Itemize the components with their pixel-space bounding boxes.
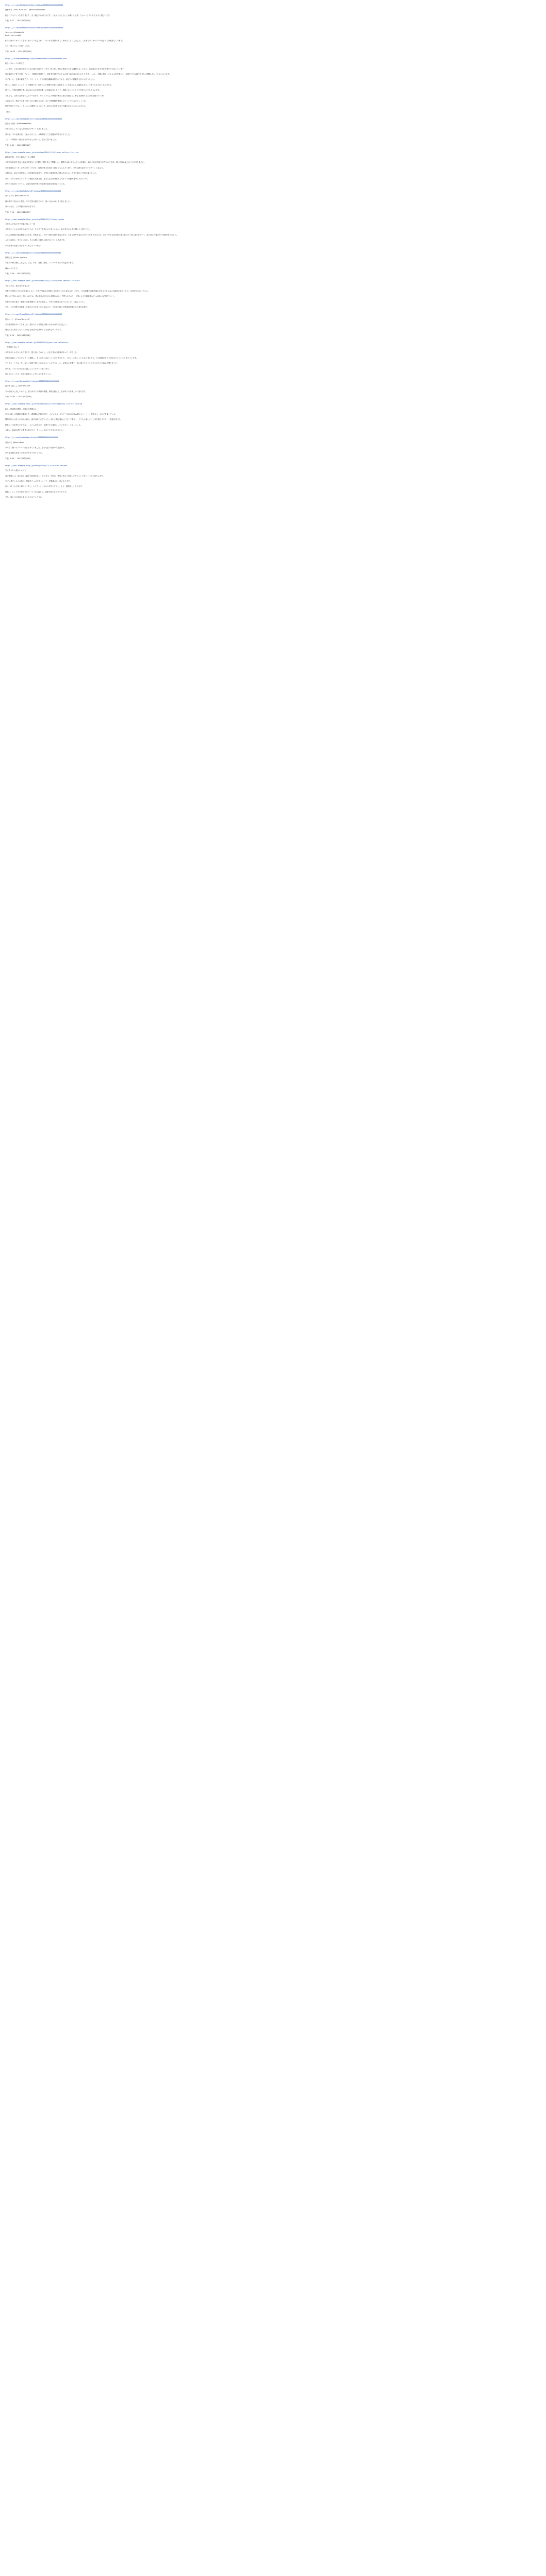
text-line: 今日の夕飯は鍋にしました。白菜、ねぎ、豆腐、鶏肉。シンプルだけど体が温まります。: [5, 262, 75, 264]
text-line: 館長は「本を読むだけでなく、人と人が出会い、交流できる場所にしていきたい」と話している。: [5, 423, 82, 426]
document: [0, 0, 546, 507]
text-line: 今年読んだ本の中で印象に残った一冊: [5, 223, 35, 225]
text-line: 新しいスレッドの始まり: [5, 62, 25, 65]
document-section: [5, 4, 541, 22]
text-line: 第二に、地域コミュニティとの関係です。昔ながらの習慣や行事に参加することが求められる場面もあり、戸惑う人も少なくありません。: [5, 83, 113, 86]
text-line: 住宅補助や子育て支援、テレワーク環境の整備など、移住者を呼び込むための取り組みは多岐にわたります。しかし、実際に移住した人々の声を聞くと、制度だけでは解決できない問題も多いことがわかります。: [5, 73, 171, 75]
text-line: 会場では、地元の高校生による吹奏楽の演奏や、小学生の書道作品の展示も行われ、世代を超えた交流の場となった。: [5, 172, 98, 175]
text-line: Nashi @ArtistMM: [5, 34, 21, 37]
source-link[interactable]: https://threadreaderapp.com/thread/1868021000000000000.html: [5, 57, 68, 60]
text-line: ぜひ、寒い日の食卓に取り入れてみてください。: [5, 496, 44, 499]
text-line: 市内に新しい図書館が開館した。蔵書数は約15万冊で、カフェスペースや子ども向けの読み聞かせコーナー、学習スペースなどを備えている。: [5, 413, 117, 416]
document-section: [5, 280, 541, 309]
text-line: 地元の方に教えてもらった小さな食堂の定食がとても美味しかったです。: [5, 329, 63, 331]
document-section: [5, 151, 541, 185]
text-line: 新しい図書館が開館、地域の交流拠点に: [5, 408, 37, 410]
text-line: また、今年は初めてオンライン配信も実施され、遠方に住む出身者からも多くの反響が寄せられたという。: [5, 177, 89, 180]
text-line: 今年よく聴いたアルバムをまとめてみました。どれも思い出深い作品ばかり。: [5, 447, 67, 449]
document-section: [5, 252, 541, 276]
text-line: 午前 10:53 · 2024年12月16日: [5, 50, 32, 53]
text-line: 昔の話、今の仕事の話、これからのこと。何時間話しても話題は尽きませんでした。: [5, 133, 72, 135]
text-line: 今後は、地域の歴史に関する展示やワークショップなども予定されている。: [5, 429, 65, 432]
source-link[interactable]: https://www.example-news.jp/articles/2024/12/16/local-culture-festival: [5, 151, 79, 154]
text-line: また、太平洋側では乾燥した晴れの日が多くなる見込みで、火の取り扱いや感染症対策にも注意が必要だ。: [5, 306, 89, 309]
text-line: 一年を振り返って: [5, 346, 20, 349]
text-line: 来年も、一日一日を大切に過ごしていきたいと思います。: [5, 367, 51, 370]
text-line: 仕事では新しいプロジェクトに挑戦し、多くの人と出会うことができました。うまくいかないこともありましたが、その経験が自分を成長させてくれたと感じています。: [5, 357, 138, 359]
text-line: こういう時間が一番大切なのかもしれないと、改めて思いました。: [5, 139, 58, 141]
document-section: [5, 380, 541, 398]
text-line: 人生とは何か、幸せとは何か。そんな問いを静かに投げかけてくる作品です。: [5, 239, 67, 242]
source-link[interactable]: https://www.example-column.jp/2024/12/19/year-end-reflection: [5, 341, 69, 344]
text-line: 日々のメモ @DailyNotesJP: [5, 195, 29, 197]
text-line: 紅茶とお菓子 @TeaTimeWriter: [5, 123, 31, 125]
text-line: Jessica @CubeWorld: [5, 31, 24, 34]
text-line: 次に、ほうれん草と卵のグラタン。ホワイトソースから手作りすると、より一層美味しくなります。: [5, 485, 84, 488]
text-line: プライベートでは、久しぶりに家族で旅行に出かけることができました。何気ない時間を一緒に過ごせることのありがたさを改めて感じました。: [5, 362, 119, 365]
document-section: [5, 403, 541, 432]
source-link[interactable]: https://x.com/GardenLife/status/1868070000000000000: [5, 380, 59, 383]
source-link[interactable]: https://www.example-news.jp/articles/2024/12/20/community-library-opening: [5, 403, 82, 405]
text-line: 午後 3:20 · 2024年12月18日: [5, 334, 31, 336]
text-line: 寒いけれど、この季節の朝は好きです。: [5, 206, 37, 208]
text-line: 今冬の天気、寒さは平年並みか: [5, 284, 30, 287]
text-line: 主人公は戦後の混乱期を生き抜き、家族を支え、やがて静かな晩年を迎えます。大きな事件が起きるわけではありませんが、日々の小さな出来事の積み重ねが丁寧に描かれていて、読み終えた後に深い余韻が残りました。: [5, 233, 178, 236]
source-link[interactable]: https://x.com/DailyNotesJP/status/1868040000000000000: [5, 190, 61, 193]
text-line: 庭のある暮らし @GardenLife: [5, 385, 30, 387]
text-line: 冬の庭は少し寂しいけれど、春に向けての準備の季節。球根を植えて、花が咲くのを楽しみに待ちます。: [5, 390, 88, 393]
text-line: 気象台が発表した3か月予報によると、今冬の気温は全国的に平年並みとなる見込みだ。ただし、日本海側では降雪量が平年より多くなる可能性があるとして、注意を呼びかけている。: [5, 290, 150, 292]
source-link[interactable]: https://www.example-blog.jp/entry/2024/12/17/book-review: [5, 218, 64, 221]
text-line: 大切なのは、移住する側と受け入れる側の双方が、互いの価値観を理解し合うことではないでしょうか。: [5, 99, 88, 102]
source-link[interactable]: https://x.com/TeaTimeWriter/status/1868030000000000000: [5, 117, 62, 120]
text-line: 朝の散歩で見かけた景色。冬の空気は澄んでいて、遠くの山がはっきり見えました。: [5, 200, 72, 202]
text-line: 皆さんにとっても、来年が素晴らしい年になりますように。: [5, 373, 53, 376]
text-line: 午後 6:42 · 2024年12月16日: [5, 144, 31, 146]
source-link[interactable]: https://x.com/CookingDiary/status/1868050000000000000: [5, 251, 61, 254]
text-line: 今年もあとわずかとなりました。振り返ってみると、さまざまな出来事があった一年でした。: [5, 351, 79, 354]
text-line: 午前 7:15 · 2024年12月17日: [5, 211, 31, 213]
source-link[interactable]: https://x.com/MusicMemo/status/1868080000000000000: [5, 436, 58, 439]
document-section: [5, 436, 541, 460]
text-line: （続く）: [5, 110, 12, 113]
text-line: 来年の文化祭については、会場の拡張や新たな企画の追加も検討されている。: [5, 183, 67, 185]
document-section: [5, 58, 541, 113]
text-line: 寒い季節には、体の芯から温まる料理が恋しくなります。今回は、簡単に作れて美味しい冬のレシピをいくつかご紹介します。: [5, 474, 105, 477]
source-link[interactable]: https://x.com/NishinoYukiKen/status/1868010000000000000: [5, 27, 63, 29]
document-section: [5, 218, 541, 247]
text-line: まずは具だくさんの豚汁。根菜をたっぷり使うことで、栄養満点の一品になります。: [5, 480, 72, 482]
text-line: 午前 11:05 · 2024年12月19日: [5, 396, 32, 398]
document-section: [5, 118, 541, 147]
text-line: 来年も素敵な音楽との出会いがありますように。: [5, 452, 44, 454]
text-line: 今年もたくさんの本を読みましたが、その中でも特に心に残ったのは、ある老人の人生を描いた小説でした。: [5, 228, 91, 231]
text-line: 午後 9:48 · 2024年12月20日: [5, 457, 31, 460]
text-line: 新しいアカウントを作りました。引っ越しのお知らせです。これからもよろしくお願いします。フォローしていただけると嬉しいです。: [5, 14, 111, 16]
document-section: [5, 342, 541, 376]
text-line: 気象台の担当者は「最新の気象情報をこまめに確認し、早めの対策を心がけてほしい」と話している。: [5, 300, 86, 303]
source-link[interactable]: https://www.example-blog.jp/entry/2024/12/21/winter-recipes: [5, 464, 68, 467]
text-line: 最後に、しょうがを効かせたスープ。体が温まり、風邪予防にもおすすめです。: [5, 490, 68, 493]
document-section: [5, 27, 541, 53]
text-line: 旅のノート @TravelNotesJP: [5, 318, 30, 320]
text-line: 今日は久しぶりに友人と喫茶店でゆっくり話しました。: [5, 128, 49, 130]
text-line: まず第一に、仕事の確保です。リモートワークが可能な職種は限られており、地元での就職先も多くはありません。: [5, 78, 96, 81]
text-line: ここ数年、日本の地方都市では人口減少が続いています。特に若い世代の流出が大きな課題となっており、自治体はさまざまな対策を打ち出しています。: [5, 67, 126, 70]
source-link[interactable]: https://x.com/TravelNotesJP/status/1868060000000000000: [5, 313, 62, 316]
text-line: 実行委員長は「多くの方に来ていただき、地域の魅力を改めて感じてもらえたと思う。来年以降も続けていきたい」と話した。: [5, 166, 105, 169]
document-section: [5, 465, 541, 499]
text-line: 冬の温泉街を歩いてきました。湯けむりと雪景色の組み合わせは本当に美しい。: [5, 323, 69, 326]
text-line: 私は以前のアカウントを長く使っていましたが、いろいろな事情で新しく始めることにしました。これまでのフォロワーの皆さんには感謝しています。: [5, 39, 124, 42]
text-line: 年末年始の読書にぜひおすすめしたい一冊です。: [5, 244, 44, 247]
text-line: 午後 7:30 · 2024年12月17日: [5, 273, 31, 275]
text-line: 冬に作りたい温かいレシピ: [5, 469, 26, 472]
text-line: 音楽メモ @MusicMemo: [5, 441, 24, 444]
source-link[interactable]: https://x.com/NishinoYukiKen/status/1868000000000000000: [5, 4, 63, 6]
document-section: [5, 313, 541, 337]
text-line: 地域文化祭、今年も盛況のうちに閉幕: [5, 156, 35, 159]
text-line: 西野ゆき（Yuki Nishino） @NishinoYukiKen: [5, 9, 45, 11]
text-line: 料理日記 @CookingDiary: [5, 256, 27, 259]
text-line: 締めはうどんで。: [5, 267, 20, 269]
text-line: それでも、自然の豊かさや人とのつながり、ゆったりとした時間の流れに魅力を感じて、移住を決断する人は増え続けています。: [5, 94, 107, 97]
text-line: 制度設計だけでなく、人と人との関係づくりにこそ、地方の未来を左右する鍵があるのかもしれません。: [5, 105, 88, 108]
text-line: 午後 8:17 · 2024年12月15日: [5, 19, 31, 22]
document-section: [5, 190, 541, 214]
text-line: 特に1月中旬から2月上旬にかけては、強い寒気が流れ込む時期があると予想されており、大雪による交通障害などへの備えが必要だという。: [5, 295, 116, 298]
text-line: 今年で30回目を迎えた地域文化祭が、3日間の日程を終えて閉幕した。期間中は延べ2万人以上が来場し、地元の伝統芸能や手作りの工芸品、郷土料理の屋台などが人気を集めた。: [5, 161, 146, 164]
source-link[interactable]: https://www.example-news.jp/articles/2024/12/18/winter-weather-forecast: [5, 280, 80, 282]
text-line: 第三に、交通の問題です。車がなければ生活が難しい地域がほとんどで、高齢になったときの不安を口にする人もいます。: [5, 89, 101, 92]
text-line: もう一度よろしくお願いします。: [5, 45, 31, 47]
text-line: 開館初日には多くの市民が訪れ、館内は終日にぎわった。訪れた親子連れは「広くて明るく、子どもも楽しそうに本を選んでいた」と笑顔を見せた。: [5, 418, 123, 421]
